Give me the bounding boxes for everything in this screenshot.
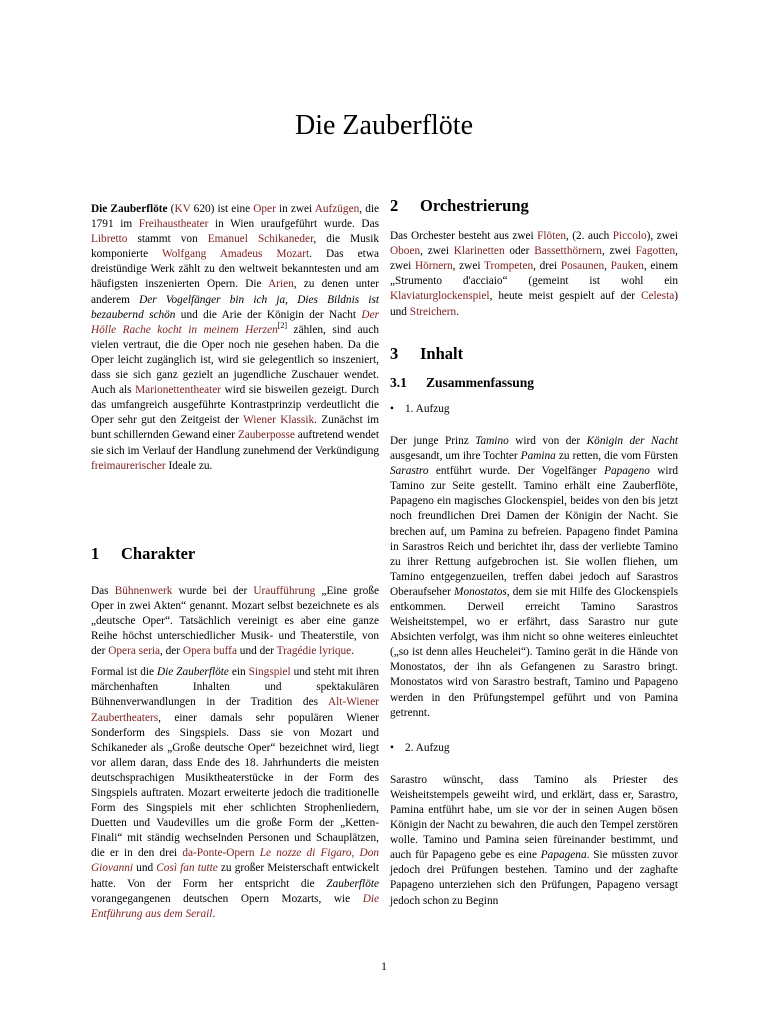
wiki-link[interactable]: Opera buffa xyxy=(182,645,237,658)
section-title: Charakter xyxy=(121,543,196,563)
wiki-link[interactable]: da-Ponte-Opern xyxy=(182,847,255,860)
emphasis-text: Tamino xyxy=(475,434,509,447)
wiki-link[interactable]: Arien xyxy=(268,278,294,291)
wiki-link[interactable]: Opera seria xyxy=(108,645,160,658)
document-title: Die Zauberflöte xyxy=(294,110,474,141)
left-column xyxy=(91,202,379,928)
section-heading-inhalt xyxy=(390,343,678,363)
section-number: 3 xyxy=(390,343,399,363)
wiki-link[interactable]: Streichern xyxy=(409,305,457,318)
bullet-item: • 2. Aufzug xyxy=(405,741,678,756)
wiki-link[interactable]: Wolfgang Amadeus Mozart xyxy=(161,248,310,261)
wiki-link[interactable]: Oper xyxy=(253,203,276,215)
section-number: 1 xyxy=(91,543,100,563)
bullet-list-aufzug-2 xyxy=(390,741,678,756)
wiki-link[interactable]: Alt-Wiener Zaubertheaters xyxy=(91,696,379,724)
footnote-ref[interactable]: [2] xyxy=(277,320,288,330)
emphasis-text: Die Zauberflöte xyxy=(156,666,229,679)
wiki-link[interactable]: Piccolo xyxy=(612,230,647,243)
wiki-link[interactable]: Marionettentheater xyxy=(135,384,222,397)
bullet-item: • 1. Aufzug xyxy=(405,402,678,417)
wiki-link[interactable]: Libretto xyxy=(91,233,128,246)
wiki-link[interactable]: freimaurerischer xyxy=(91,459,166,472)
inhalt-paragraph-2: Sarastro wünscht, dass Tamino als Priester des Weisheitstempels geweiht wird, und erklärt, dass er, Sarastro, Pamina entführt habe, um sie vor der in seinen Augen bösen Königin der Nacht zu bewahren, die auch den Tempel zerstören wolle. Tamino und Pamina seien füreinander bestimmt, und auch für Papageno gebe es eine Papagena. Sie müssten zuvor jedoch drei Prüfungen bestehen. Tamino und der zaghafte Papageno unterziehen sich den Prüfungen, Papageno versagt jedoch schon zu Beginn xyxy=(390,773,679,907)
wiki-link[interactable]: Bassetthörnern xyxy=(534,245,602,258)
wiki-link[interactable]: Posaunen xyxy=(560,260,605,273)
wiki-link[interactable]: Aufzügen xyxy=(314,203,360,215)
orchestrierung-paragraph: Das Orchester besteht aus zwei Flöten, (2. auch Piccolo), zwei Oboen, zwei Klarinetten oder Bassetthörnern, zwei Fagotten, zwei Hörnern, zwei Trompeten, drei Posaunen, Pauken, einem „Strumento d'acciaio“ (gemeint ist wohl ein Klaviaturglockenspiel, heute meist gespielt auf der Celesta) und Streichern. xyxy=(390,230,679,318)
wiki-link[interactable]: Oboen xyxy=(390,245,421,258)
emphasis-text: Monostatos xyxy=(454,585,507,598)
wiki-link[interactable]: Hörnern xyxy=(415,260,453,273)
intro-paragraph: Die Zauberflöte (KV 620) ist eine Oper in zwei Aufzügen, die 1791 im Freihaustheater in Wien uraufgeführt wurde. Das Libretto stammt von Emanuel Schikaneder, die Musik komponierte Wolfgang Amadeus Mozart. Das etwa dreistündige Werk zählt zu den weltweit bekanntesten und am häufigsten inszenierten Opern. Die Arien, zu denen unter anderem Der Vogelfänger bin ich ja, Dies Bildnis ist bezaubernd schön und die Arie der Königin der Nacht Der Hölle Rache kocht in meinem Herzen[2] zählen, sind auch vielen vertraut, die die Oper noch nie gesehen haben. Da die Oper leicht zugänglich ist, wird sie gelegentlich so inszeniert, dass sie sich ganz gezielt an jugendliche Zuschauer wendet. Auch als Marionettentheater wird sie bisweilen gezeigt. Durch das umfangreich ausgeführte Kontrastprinzip verdeutlicht die Oper sehr gut den Zeitgeist der Wiener Klassik. Zunächst im bunt schillernden Gewand einer Zauberposse auftretend wendet sie sich im Verlauf der Handlung zunehmend der Verkündigung freimaurerischer Ideale zu. xyxy=(91,203,380,472)
wiki-link[interactable]: Der Hölle Rache kocht in meinem Herzen xyxy=(91,308,379,336)
section-heading-charakter xyxy=(91,543,379,563)
emphasis-text: Der Vogelfänger bin ich ja xyxy=(139,293,286,306)
emphasis-text: Pamina xyxy=(520,450,556,463)
wiki-link[interactable]: Celesta xyxy=(640,290,675,303)
section-number: 2 xyxy=(390,196,399,215)
wiki-link[interactable]: Tragédie lyrique xyxy=(276,645,352,658)
wiki-link[interactable]: Emanuel Schikaneder xyxy=(207,233,314,246)
wiki-link[interactable]: Le nozze di Figaro, Don Giovanni xyxy=(91,847,379,875)
wiki-link[interactable]: Pauken xyxy=(610,260,644,273)
emphasis-text: Zauberflöte xyxy=(326,877,379,890)
subsection-heading-zusammenfassung xyxy=(390,375,678,390)
wiki-link[interactable]: Zauberposse xyxy=(237,429,295,442)
right-column xyxy=(390,198,678,915)
bullet-list-aufzug-1 xyxy=(390,402,678,417)
wiki-link[interactable]: Die Entführung aus dem Serail xyxy=(91,892,379,920)
subsection-number: 3.1 xyxy=(390,374,407,390)
section-heading-orchestrierung xyxy=(390,198,678,213)
charakter-paragraph-2: Formal ist die Die Zauberflöte ein Singspiel und steht mit ihren märchenhaften Inhalten und spektakulären Bühnenverwandlungen in der Tradition des Alt-Wiener Zaubertheaters, einer damals sehr populären Wiener Sonderform des Singspiels. Dass sie von Mozart und Schikaneder als „Große deutsche Oper“ bezeichnet wird, liegt vor allem daran, dass Ende des 18. Jahrhunderts die meisten deutschsprachigen Musiktheaterstücke in der Form des Singspiels auftraten. Mozart erweiterte jedoch die traditionelle Form des Singspiels mit eher schlichten Strophenliedern, Duetten und Vaudevilles um die große Form der „Ketten-Finali“ mit ständig wechselnden Personen und Schauplätzen, die er in den drei da-Ponte-Opern Le nozze di Figaro, Don Giovanni und Così fan tutte zu großer Meisterschaft entwickelt hatte. Von der Form her entspricht die Zauberflöte vorangegangenen deutschen Opern Mozarts, wie Die Entführung aus dem Serail. xyxy=(91,666,380,920)
wiki-link[interactable]: Trompeten xyxy=(483,260,534,273)
wiki-link[interactable]: Flöten xyxy=(537,230,566,243)
inhalt-paragraph-1: Der junge Prinz Tamino wird von der Königin der Nacht ausgesandt, um ihre Tochter Pamina zu retten, die vom Fürsten Sarastro entführt wurde. Der Vogelfänger Papageno wird Tamino zur Seite gestellt. Tamino erhält eine Zauberflöte, Papageno ein magisches Glockenspiel, beides von den bis jetzt noch freundlichen Drei Damen der Königin der Nacht. Sie brechen auf, um Pamina zu befreien. Papageno findet Pamina in Sarastros Reich und berichtet ihr, dass der verliebte Tamino zu ihrer Rettung aufgebrochen ist. Sie wollen fliehen, um Tamino entgegenzueilen, treffen dabei jedoch auf Sarastros Oberaufseher Monostatos, dem sie mit Hilfe des Glockenspiels entkommen. Derweil erreicht Tamino Sarastros Weisheitstempel, wo er erfährt, dass Sarastro nur gute Absichten verfolgt, was ihm nicht so ohne weiteres einleuchtet („so ist denn alles Heuchelei“). Tamino gerät in die Hände von Monostatos, der ihn als Gefangenen zu Sarastro bringt. Monostatos wird von Sarastro bestraft, Tamino und Papageno werden in den Prüfungstempel geführt und von Pamina getrennt. xyxy=(390,434,679,719)
wiki-link[interactable]: Singspiel xyxy=(248,666,291,679)
wiki-link[interactable]: Freihaustheater xyxy=(138,218,209,231)
wiki-link[interactable]: Wiener Klassik xyxy=(243,414,315,427)
wiki-link[interactable]: Così fan tutte xyxy=(156,862,218,875)
section-title: Inhalt xyxy=(420,343,464,363)
page-number: 1 xyxy=(381,961,387,973)
emphasis-text: Die Zauberflöte xyxy=(91,203,168,215)
wiki-link[interactable]: Fagotten xyxy=(635,245,676,258)
emphasis-text: Königin der Nacht xyxy=(586,434,678,447)
charakter-paragraph-1: Das Bühnenwerk wurde bei der Uraufführung „Eine große Oper in zwei Akten“ genannt. Mozart selbst bezeichnete es als „deutsche Oper“. Tatsächlich vereinigt es aber eine ganze Reihe höchst unterschiedlicher Musik- und Theaterstile, von der Opera seria, der Opera buffa und der Tragédie lyrique. xyxy=(91,584,379,658)
emphasis-text: Papagena xyxy=(540,849,587,862)
emphasis-text: Dies Bildnis ist bezaubernd schön xyxy=(91,293,379,321)
wiki-link[interactable]: KV xyxy=(174,203,191,215)
emphasis-text: Sarastro xyxy=(390,465,429,478)
subsection-title: Zusammenfassung xyxy=(426,374,535,390)
wiki-link[interactable]: Klaviaturglockenspiel xyxy=(390,290,490,303)
wiki-link[interactable]: Klarinetten xyxy=(453,245,505,258)
emphasis-text: Papageno xyxy=(604,465,650,478)
wiki-link[interactable]: Uraufführung xyxy=(253,584,316,597)
section-title: Orchestrierung xyxy=(420,196,529,215)
wiki-link[interactable]: Bühnenwerk xyxy=(114,584,173,597)
